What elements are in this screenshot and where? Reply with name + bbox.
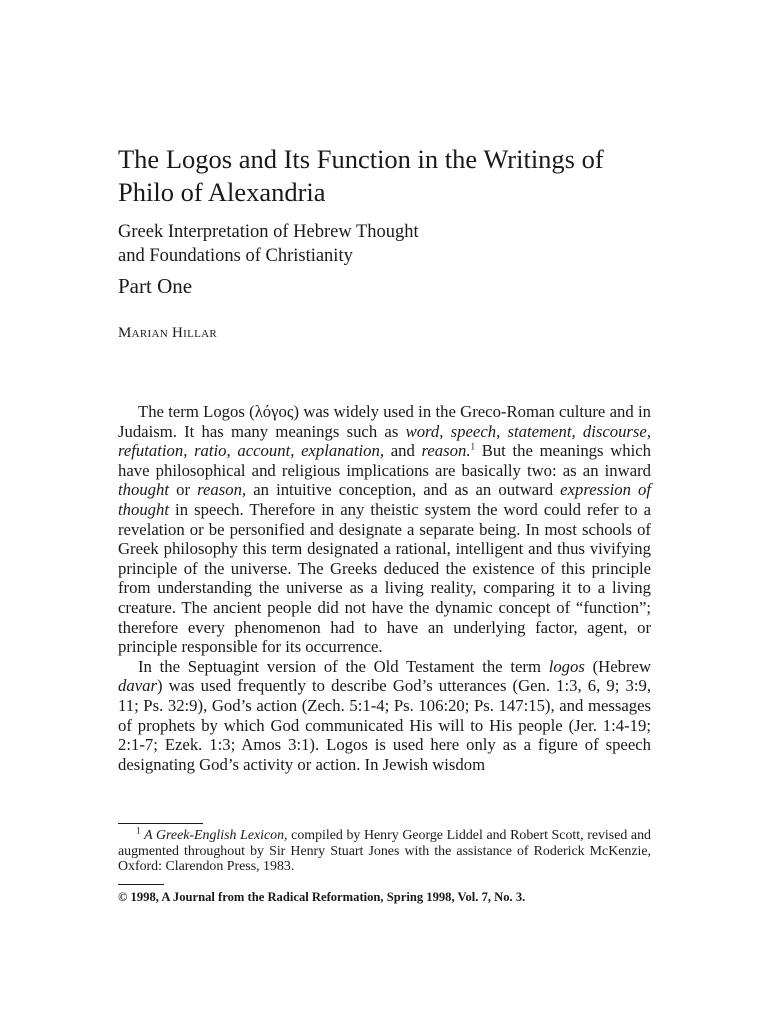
copyright-notice: © 1998, A Journal from the Radical Reformation, Spring 1998, Vol. 7, No. 3. [118, 890, 526, 904]
subtitle-line-1: Greek Interpretation of Hebrew Thought [118, 222, 419, 242]
subtitle-line-2: and Foundations of Christianity [118, 246, 353, 266]
p2-text-b: (Hebrew [584, 656, 651, 676]
footnote-text [118, 825, 651, 875]
p2-italic-a: logos [548, 656, 585, 676]
p1-italic-b: reason. [421, 441, 471, 461]
footnote-1 [118, 825, 651, 875]
p1-text-e: an intuitive conception, and as an outward [246, 480, 561, 500]
paragraph-1 [118, 402, 651, 657]
p1-italic-a: word, speech, statement, discourse, refutation, ratio, account, explanation, [118, 421, 652, 461]
p1-text-c: But the meanings which have philosophical and religious implications are basically two: as an inward [118, 441, 651, 480]
p1-text-a: The term Logos (λόγος) was widely used in the Greco-Roman culture and in Judaism. It has many meanings such as [118, 402, 651, 441]
footnote-ref-1[interactable]: 1 [470, 441, 475, 452]
paragraph-2 [118, 657, 651, 775]
p2-text-a: In the Septuagint version of the Old Testament the term [138, 656, 549, 676]
p1-text-b: and [384, 441, 422, 461]
article-subtitle [118, 220, 419, 268]
p1-italic-c: thought [118, 480, 169, 500]
p2-italic-b: davar [118, 676, 157, 696]
part-label: Part One [118, 274, 193, 298]
p1-text-f: in speech. Therefore in any theistic system the word could refer to a revelation or be personified and designate a separate being. In most schools of Greek philosophy this term designated a rational, intelligent and thus vivifying principle of the universe. The Greeks deduced the existence of this principle from understanding the universe as a living reality, comparing it to a living creature. The ancient people did not have the dynamic concept of “function”; therefore every phenomenon had to have an underlying factor, agent, or principle responsible for its occurrence. [118, 499, 651, 657]
author-name: Marian Hillar [118, 325, 218, 341]
article-title: The Logos and Its Function in the Writings of Philo of Alexandria [118, 144, 604, 207]
p2-text-c: ) was used frequently to describe God’s utterances (Gen. 1:3, 6, 9; 3:9, 11; Ps. 32:9), God’s action (Zech. 5:1-4; Ps. 106:20; Ps. 147:15), and messages of prophets by which God communicated His will to His people (Jer. 1:4-19; 2:1-7; Ezek. 1:3; Amos 3:1). Logos is used here only as a figure of speech designating God’s activity or action. In Jewish wisdom [118, 676, 651, 774]
footnote-mark: 1 [136, 825, 141, 836]
p1-italic-d: reason, [197, 480, 247, 500]
footnote-body: compiled by Henry George Liddel and Robert Scott, revised and augmented throughout by Sir Henry Stuart Jones with the assistance of Roderick McKenzie, Oxford: Clarendon Press, 1983. [118, 828, 651, 875]
p1-text-d: or [169, 480, 198, 500]
p1-italic-e: expression of thought [118, 480, 651, 519]
footnote-italic: A Greek-English Lexicon, [144, 828, 288, 843]
footnote-divider [118, 823, 203, 824]
article-body [118, 402, 651, 774]
copyright-divider [118, 884, 164, 885]
